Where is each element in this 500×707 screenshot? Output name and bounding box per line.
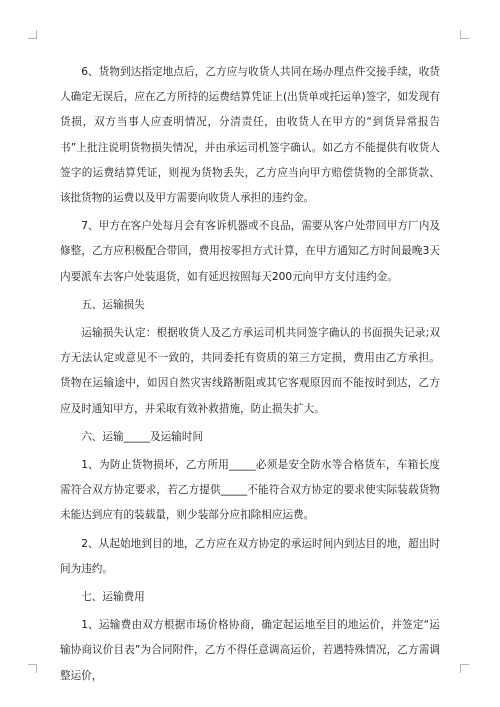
crop-mark-top-left [28,30,37,39]
clause-6-paragraph: 6、货物到达指定地点后，乙方应与收货人共同在场办理点件交接手续，收货人确定无误后，应在乙方所持的运费结算凭证上(出货单或托运单)签字，如发现有货损，双方当事人应查明情况，分清责任，由收货人在甲方的“到货异常报告书”上批注说明货物损失情况，并由承运司机签字确认。如乙方不能提供有收货人签字的运费结算凭证，则视为货物丢失，乙方应当向甲方赔偿货物的全部货款、该批货物的运费以及甲方需要向收货人承担的违约金。 [60,66,440,205]
section-6-item-1-paragraph: 1、为防止货物损坏，乙方所用_____必须是安全防水等合格货车，车箱长度需符合双方协定要求，若乙方提供_____不能符合双方协定的要求使实际装载货物未能达到应有的装载量，则少装部分应扣除相应运费。 [60,459,440,522]
document-body [60,60,440,689]
crop-mark-top-right [460,30,469,39]
section-7-item-1-paragraph: 1、运输费由双方根据市场价格协商，确定起运地至目的地运价，并签定“运输协商议价目表”为合同附件，乙方不得任意调高运价，若遇特殊情况，乙方需调整运价， [60,619,440,682]
clause-7-paragraph: 7、甲方在客户处每月会有客诉机器或不良品，需要从客户处带回甲方厂内及修整，乙方应积极配合带回，费用按零担方式计算，在甲方通知乙方时间最晚3天内要派车去客户处装退货，如有延迟按照每天200元向甲方支付违约金。 [60,220,440,283]
section-6-item-2-paragraph: 2、从起始地到目的地，乙方应在双方协定的承运时间内到达目的地，超出时间为违约。 [60,537,440,575]
transport-loss-paragraph: 运输损失认定：根据收货人及乙方承运司机共同签字确认的书面损失记录;双方无法认定或意见不一致的，共同委托有资质的第三方定损，费用由乙方承担。货物在运输途中，如因自然灾害线路断阻或其它客观原因而不能按时到达，乙方应及时通知甲方，并采取有效补救措施，防止损失扩大。 [60,327,440,415]
section-6-heading: 六、运输_____及运输时间 [81,430,204,443]
section-5-heading: 五、运输损失 [81,298,145,311]
section-7-heading: 七、运输费用 [81,591,145,604]
crop-mark-bottom-right [460,664,469,673]
crop-mark-bottom-left [28,664,37,673]
